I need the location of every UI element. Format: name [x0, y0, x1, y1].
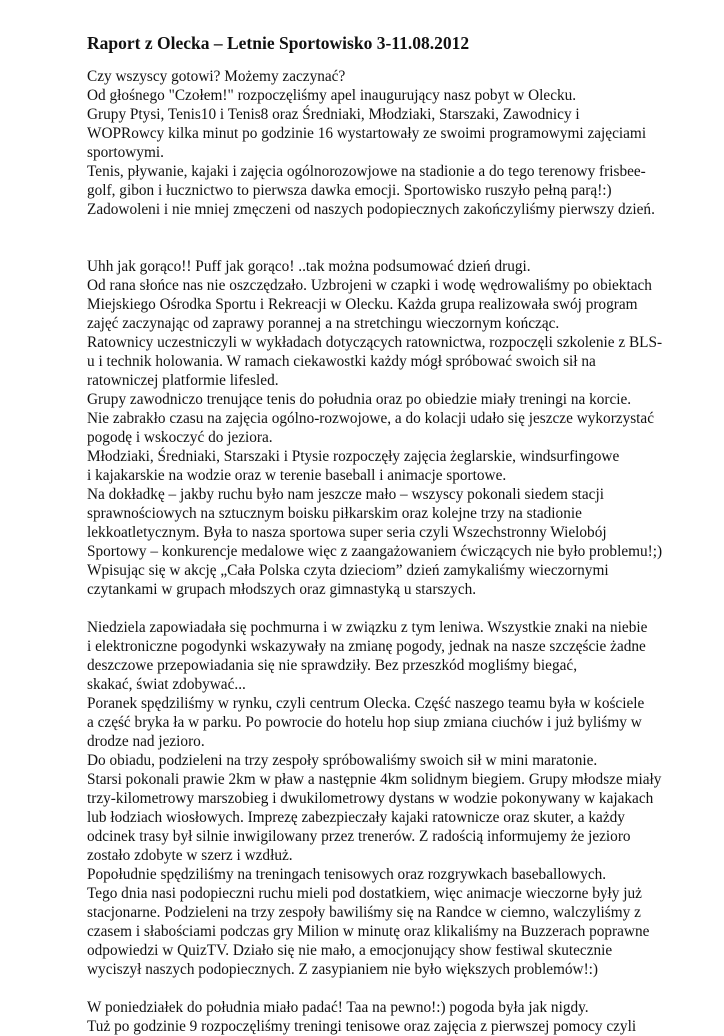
text-line: odpowiedzi w QuizTV. Działo się nie mało, a emocjonujący show festiwal skutecznie [87, 942, 613, 959]
text-line: W poniedziałek do południa miało padać! Taa na pewno!:) pogoda była jak nigdy. [87, 999, 589, 1016]
text-line: Od głośnego "Czołem!" rozpoczęliśmy apel inaugurujący nasz pobyt w Olecku. [87, 87, 577, 104]
text-line: Tenis, pływanie, kajaki i zajęcia ogólnorozowjowe na stadionie a do tego terenowy frisbee- [87, 163, 646, 180]
text-line: zajęć zaczynając od zaprawy porannej a na stretchingu wieczornym kończąc. [87, 315, 560, 332]
text-line: golf, gibon i łucznictwo to pierwsza dawka emocji. Sportowisko ruszyło pełną parą!:) [87, 182, 612, 199]
text-line: zostało zdobyte w szerz i wzdłuż. [87, 847, 293, 864]
text-line: i kajakarskie na wodzie oraz w terenie baseball i animacje sportowe. [87, 467, 507, 484]
text-line: i elektroniczne pogodynki wskazywały na zmianę pogody, jednak na nasze szczęście żadne [87, 638, 646, 655]
text-line: Tego dnia nasi podopieczni ruchu mieli pod dostatkiem, więc animacje wieczorne były już [87, 885, 642, 902]
text-line: Miejskiego Ośrodka Sportu i Rekreacji w Olecku. Każda grupa realizowała swój program [87, 296, 638, 313]
text-line: Od rana słońce nas nie oszczędzało. Uzbrojeni w czapki i wodę wędrowaliśmy po obiektach [87, 277, 652, 294]
text-line: sportowymi. [87, 144, 164, 161]
text-line: wyciszył naszych podopiecznych. Z zasypianiem nie było większych problemów!:) [87, 961, 599, 978]
text-line: Ratownicy uczestniczyli w wykładach dotyczących ratownictwa, rozpoczęli szkolenie z BLS- [87, 334, 663, 351]
text-line: u i technik holowania. W ramach ciekawostki każdy mógł spróbować swoich sił na [87, 353, 596, 370]
text-line: Czy wszyscy gotowi? Możemy zaczynać? [87, 68, 346, 85]
text-line: Zadowoleni i nie mniej zmęczeni od naszych podopiecznych zakończyliśmy pierwszy dzień. [87, 201, 655, 218]
text-line: ratowniczej platformie lifesled. [87, 372, 279, 389]
text-line: pogodę i wskoczyć do jeziora. [87, 429, 273, 446]
text-line: Na dokładkę – jakby ruchu było nam jeszcze mało – wszyscy pokonali siedem stacji [87, 486, 604, 503]
paragraph-spacer [87, 599, 687, 618]
text-line: lekkoatletycznym. Była to nasza sportowa super seria czyli Wszechstronny Wielobój [87, 524, 607, 541]
text-line: Tuż po godzinie 9 rozpoczęliśmy treningi tenisowe oraz zajęcia z pierwszej pomocy czyli [87, 1018, 637, 1035]
text-line: Poranek spędziliśmy w rynku, czyli centrum Olecka. Część naszego teamu była w kościele [87, 695, 645, 712]
text-line: sprawnościowych na sztucznym boisku piłkarskim oraz kolejne trzy na stadionie [87, 505, 582, 522]
text-line: Do obiadu, podzieleni na trzy zespoły spróbowaliśmy swoich sił w mini maratonie. [87, 752, 598, 769]
text-line: WOPRowcy kilka minut po godzinie 16 wystartowały ze swoimi programowymi zajęciami [87, 125, 647, 142]
text-line: Grupy Ptysi, Tenis10 i Tenis8 oraz Średniaki, Młodziaki, Starszaki, Zawodnicy i [87, 106, 580, 123]
paragraph [87, 998, 687, 1036]
text-line: Popołudnie spędziliśmy na treningach tenisowych oraz rozgrywkach baseballowych. [87, 866, 607, 883]
text-line: lub łodziach wiosłowych. Imprezę zabezpieczały kajaki ratownicze oraz skuter, a każdy [87, 809, 625, 826]
paragraph [87, 618, 687, 979]
paragraph-spacer [87, 979, 687, 998]
document-page [87, 32, 687, 1036]
document-title: Raport z Olecka – Letnie Sportowisko 3-11.08.2012 [87, 33, 470, 53]
paragraph-spacer [87, 219, 687, 257]
text-line: Nie zabrakło czasu na zajęcia ogólno-rozwojowe, a do kolacji udało się jeszcze wykorzystać [87, 410, 655, 427]
text-line: trzy-kilometrowy marszobieg i dwukilometrowy dystans w wodzie pokonywany w kajakach [87, 790, 654, 807]
text-line: Starsi pokonali prawie 2km w pław a następnie 4km solidnym biegiem. Grupy młodsze miały [87, 771, 662, 788]
text-line: stacjonarne. Podzieleni na trzy zespoły bawiliśmy się na Randce w ciemno, walczyliśmy z [87, 904, 641, 921]
text-line: Uhh jak gorąco!! Puff jak gorąco! ..tak można podsumować dzień drugi. [87, 258, 531, 275]
text-line: deszczowe przepowiadania się nie sprawdziły. Bez przeszkód mogliśmy biegać, [87, 657, 578, 674]
text-line: skakać, świat zdobywać... [87, 676, 246, 693]
text-line: drodze nad jezioro. [87, 733, 205, 750]
paragraph [87, 67, 687, 219]
text-line: Grupy zawodniczo trenujące tenis do południa oraz po obiedzie miały treningi na korcie. [87, 391, 632, 408]
text-line: czasem i słabościami podczas gry Milion w minutę oraz klikaliśmy na Buzzerach poprawne [87, 923, 650, 940]
text-line: Niedziela zapowiadała się pochmurna i w związku z tym leniwa. Wszystkie znaki na niebie [87, 619, 648, 636]
text-line: Sportowy – konkurencje medalowe więc z zaangażowaniem ćwiczących nie było problemu!;) [87, 543, 663, 560]
text-line: czytankami w grupach młodszych oraz gimnastyką u starszych. [87, 581, 477, 598]
paragraph [87, 257, 687, 599]
text-line: a część bryka ła w parku. Po powrocie do hotelu hop siup zmiana ciuchów i już byliśmy w [87, 714, 642, 731]
text-line: Wpisując się w akcję „Cała Polska czyta dzieciom” dzień zamykaliśmy wieczornymi [87, 562, 609, 579]
document-body [87, 67, 687, 1036]
text-line: Młodziaki, Średniaki, Starszaki i Ptysie rozpoczęły zajęcia żeglarskie, windsurfingowe [87, 448, 620, 465]
text-line: odcinek trasy był silnie inwigilowany przez trenerów. Z radością informujemy że jezioro [87, 828, 631, 845]
